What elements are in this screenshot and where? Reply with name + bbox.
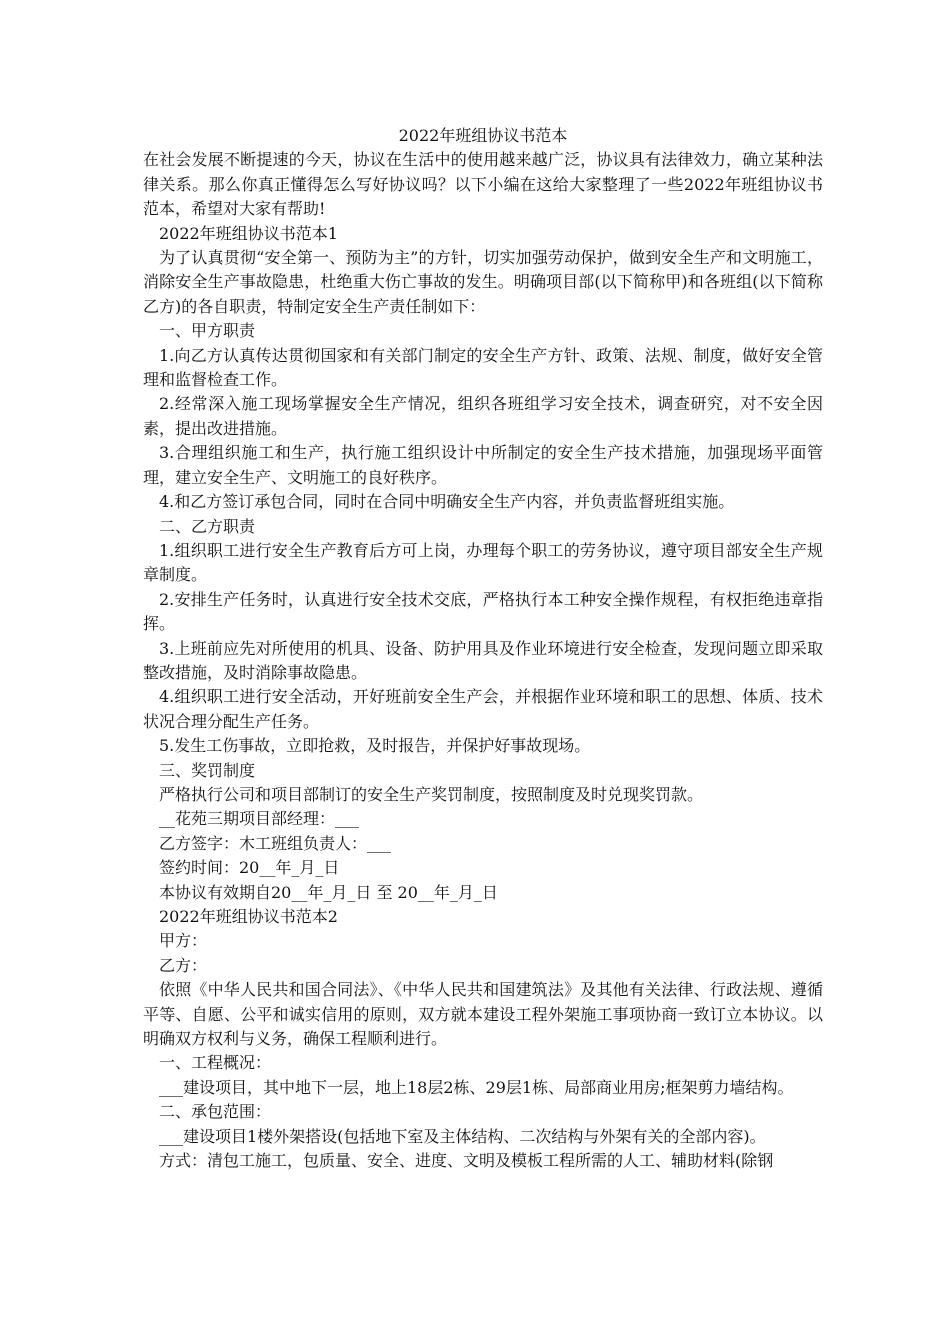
paragraph: 乙方签字：木工班组负责人：___ — [159, 833, 392, 853]
paragraph: 2.安排生产任务时，认真进行安全技术交底，严格执行本工种安全操作规程，有权拒绝违章指挥。 — [143, 589, 823, 634]
paragraph: 4.组织职工进行安全活动，开好班前安全生产会，并根据作业环境和职工的思想、体质、技术状况合理分配生产任务。 — [143, 687, 823, 731]
paragraph: 3.合理组织施工和生产，执行施工组织设计中所制定的安全生产技术措施，加强现场平面管理，建立安全生产、文明施工的良好秩序。 — [143, 443, 823, 487]
paragraph: 一、甲方职责 — [159, 321, 256, 341]
paragraph: 2022年班组协议书范本2 — [159, 907, 338, 926]
paragraph: 二、乙方职责 — [159, 516, 256, 536]
paragraph: 本协议有效期自20__年_月_日 至 20__年_月_日 — [159, 882, 498, 902]
paragraph: __花苑三期项目部经理：___ — [159, 809, 360, 829]
paragraph: 1.组织职工进行安全生产教育后方可上岗，办理每个职工的劳务协议，遵守项目部安全生产规章制度。 — [143, 540, 823, 585]
paragraph: 1.向乙方认真传达贯彻国家和有关部门制定的安全生产方针、政策、法规、制度，做好安全管理和监督检查工作。 — [143, 345, 823, 390]
document-page — [143, 124, 823, 1173]
paragraph: 签约时间：20__年_月_日 — [159, 858, 340, 878]
document-body — [143, 148, 823, 1173]
paragraph: 5.发生工伤事故，立即抢救，及时报告，并保护好事故现场。 — [159, 736, 591, 756]
paragraph: 一、工程概况： — [159, 1053, 272, 1073]
paragraph: ___建设项目，其中地下一层，地上18层2栋、29层1栋、局部商业用房;框架剪力墙结构。 — [159, 1077, 794, 1097]
paragraph: 方式：清包工施工，包质量、安全、进度、文明及模板工程所需的人工、辅助材料(除钢 — [159, 1151, 774, 1171]
paragraph: 为了认真贯彻“安全第一、预防为主”的方针，切实加强劳动保护，做到安全生产和文明施工，消除安全生产事故隐患，杜绝重大伤亡事故的发生。明确项目部(以下简称甲)和各班组(以下简称乙方)的各自职责，特制定安全生产责任制如下： — [143, 248, 823, 316]
paragraph: 甲方： — [159, 931, 208, 951]
paragraph: 4.和乙方签订承包合同，同时在合同中明确安全生产内容，并负责监督班组实施。 — [159, 492, 735, 512]
paragraph: 2022年班组协议书范本1 — [159, 223, 338, 243]
paragraph: 严格执行公司和项目部制订的安全生产奖罚制度，按照制度及时兑现奖罚款。 — [159, 784, 704, 804]
paragraph: 在社会发展不断提速的今天，协议在生活中的使用越来越广泛，协议具有法律效力，确立某种法律关系。那么你真正懂得怎么写好协议吗？以下小编在这给大家整理了一些2022年班组协议书范本，希望对大家有帮助! — [143, 150, 823, 219]
document-title: 2022年班组协议书范本 — [398, 126, 568, 145]
paragraph: 3.上班前应先对所使用的机具、设备、防护用具及作业环境进行安全检查，发现问题立即采取整改措施，及时消除事故隐患。 — [143, 638, 823, 682]
paragraph: 乙方： — [159, 955, 208, 975]
paragraph: ___建设项目1楼外架搭设(包括地下室及主体结构、二次结构与外架有关的全部内容)。 — [159, 1126, 766, 1146]
paragraph: 依照《中华人民共和国合同法》、《中华人民共和国建筑法》及其他有关法律、行政法规、遵循平等、自愿、公平和诚实信用的原则，双方就本建设工程外架施工事项协商一致订立本协议。以明确双方权利与义务，确保工程顺利进行。 — [143, 980, 823, 1049]
paragraph: 三、奖罚制度 — [159, 760, 256, 780]
paragraph: 2.经常深入施工现场掌握安全生产情况，组织各班组学习安全技术，调查研究，对不安全因素，提出改进措施。 — [143, 394, 823, 438]
paragraph: 二、承包范围： — [159, 1102, 272, 1122]
